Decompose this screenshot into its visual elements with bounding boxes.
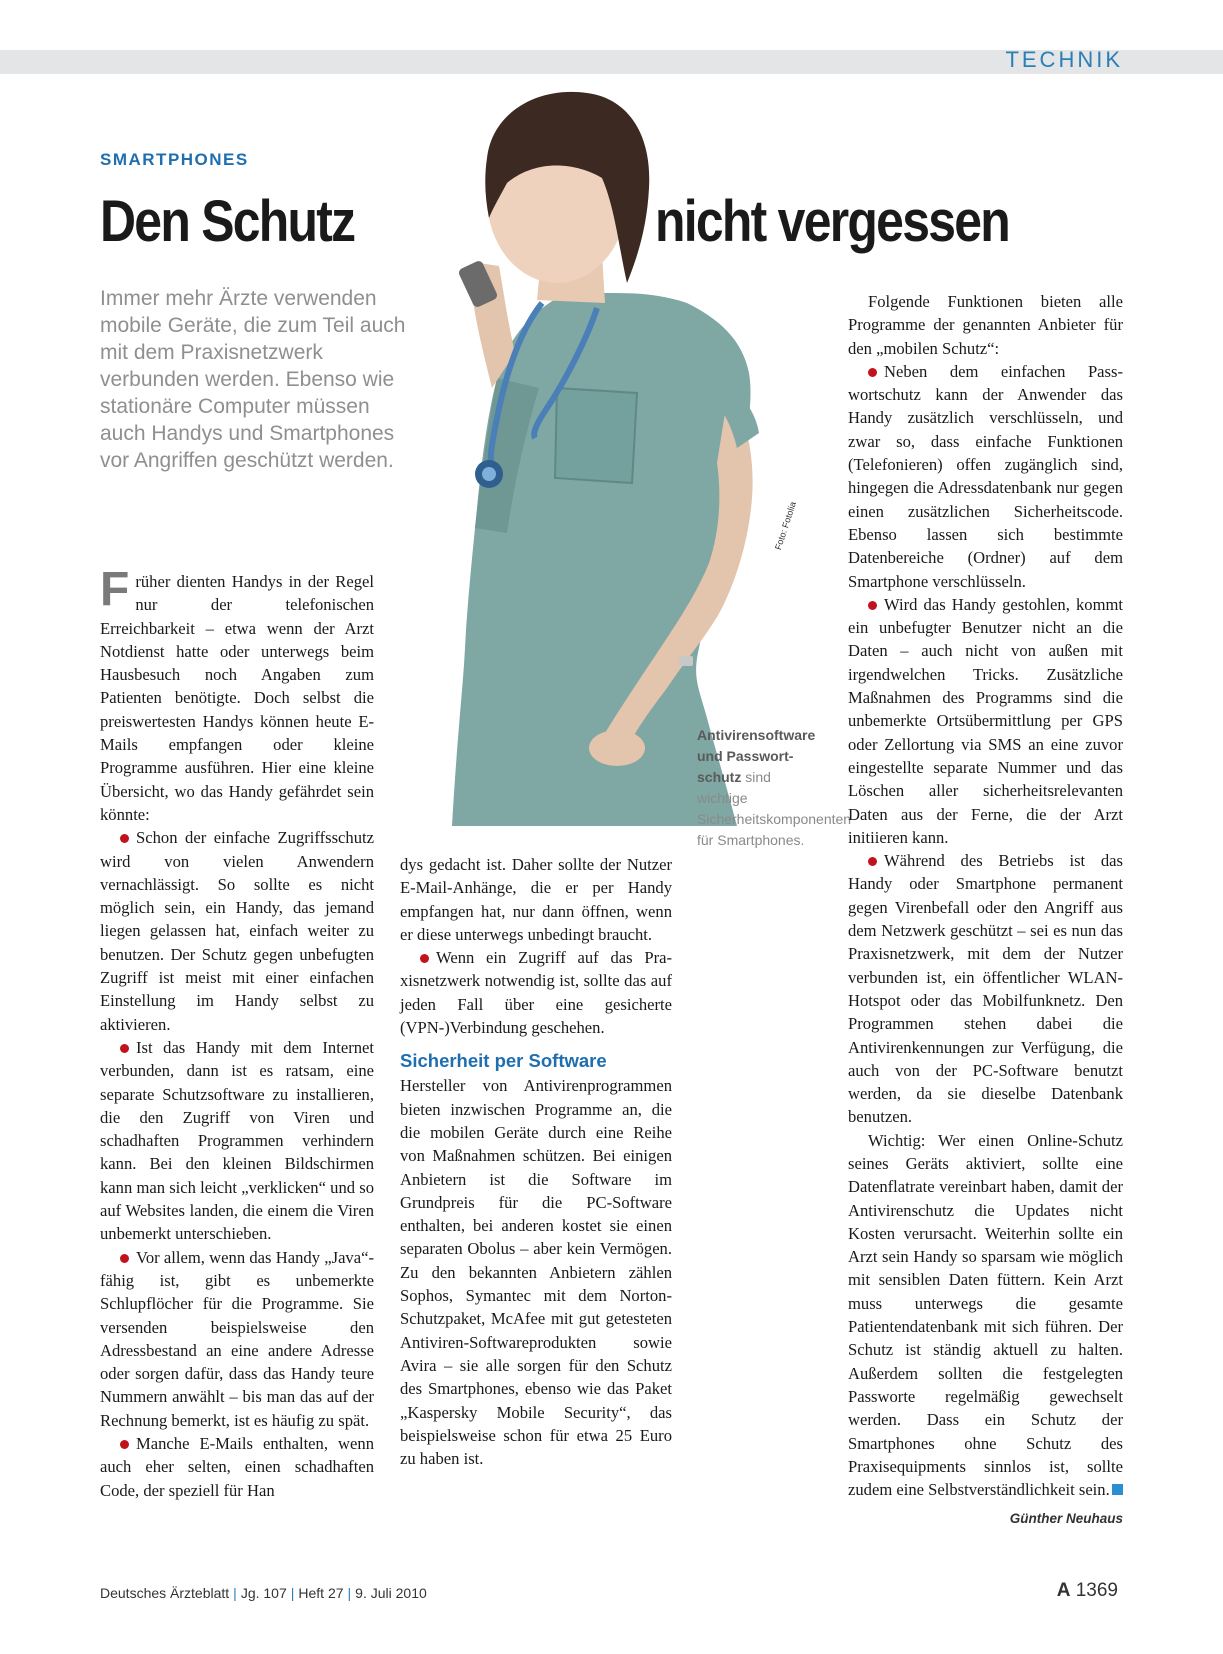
article-title-part2: nicht vergessen [655, 189, 1010, 254]
caption-bold: Antivirensoftware und Passwortschutz [697, 727, 816, 785]
article-author: Günther Neuhaus [1009, 1511, 1123, 1527]
doctor-photo [437, 88, 812, 826]
journal-issue: Heft 27 [298, 1585, 344, 1601]
column-1 [100, 563, 374, 1502]
journal-date: 9. Juli 2010 [355, 1585, 427, 1601]
end-mark-icon [1112, 1484, 1123, 1495]
col3-bullet-2: Wird das Handy gestohlen, kommt ein unbefugter Benutzer nicht an die Daten – auch nicht von außen mit irgendwelchen Tricks. Zusätzliche Maßnahmen des Programms sind die unbemerkte Ortsübermittlung per GPS oder Zellortung via SMS an eine zuvor eingestellte separate Nummer und das Löschen aller sicherheitsrelevanten Daten aus der Ferne, die der Arzt initiieren kann. [848, 594, 1123, 847]
photo-credit: Foto: Fotolia [773, 500, 798, 552]
article-kicker: SMARTPHONES [100, 150, 249, 169]
footer-citation [100, 1585, 427, 1601]
bullet-icon [120, 1254, 129, 1263]
journal-volume: Jg. 107 [240, 1585, 287, 1601]
bullet-icon [868, 368, 877, 377]
section-label: TECHNIK [1005, 47, 1123, 72]
col3-bullet-3: Während des Betriebs ist das Handy oder Smartphone permanent gegen Virenbefall oder den Angriff aus dem Netzwerk geschützt – sei es nun das Praxisnetzwerk, mit dem der Nutzer verbunden ist, ein öffentlicher WLAN-Hotspot oder das Mobilfunknetz. Den Programmen stehen dabei die Antivirenkennungen zur Verfügung, die auch von der PC-Software benutzt werden, da sie dieselbe Datenbank benutzen. [848, 851, 1123, 1127]
dropcap: F [100, 563, 130, 616]
bullet-icon [420, 954, 429, 963]
photo-caption [697, 725, 852, 851]
caption-text: sind wichtige Sicherheitskomponenten für Smartphones. [697, 769, 852, 848]
page-prefix: A [1056, 1580, 1071, 1601]
column-2 [400, 853, 672, 1470]
col3-paragraph: Wichtig: Wer einen Online-Schutz seines Geräts aktiviert, sollte eine Datenflatrate vereinbart haben, damit der Antivirenschutz die Updates nicht Kosten verursacht. Weiterhin sollte ein Arzt sein Handy so sparsam wie möglich mit sensiblen Daten füttern. Kein Arzt muss unterwegs die gesamte Patientendatenbank mit sich führen. Der Schutz ist ständig aktuell zu halten. Außerdem sollten die festgelegten Passworte regelmäßig gewechselt werden. Dass ein Schutz der Smartphones ohne Schutz des Praxisequipments sinnlos ist, sollte zudem eine Selbstverständlichkeit sein. [848, 1130, 1123, 1500]
separator: | [347, 1585, 352, 1601]
col1-bullet-2: Ist das Handy mit dem Internet verbunden, dann ist es ratsam, eine separate Schutzsoftware zu installieren, die den Zugriff von Viren und schadhaften Programmen verhindern kann. Bei den kleinen Bildschirmen kann man sich leicht „verklicken“ und so auf Websites landen, die einem die Viren unbemerkt unterschieben. [100, 1037, 374, 1244]
col1-bullet-4: Manche E-Mails enthalten, wenn auch eher selten, einen schadhaften Code, der speziell für Han [100, 1433, 374, 1500]
col2-bullet-1: Wenn ein Zugriff auf das Praxisnetzwerk notwendig ist, sollte das auf jeden Fall über eine gesicherte (VPN-)Verbindung geschehen. [400, 948, 672, 1038]
column-3 [848, 290, 1123, 1531]
separator: | [290, 1585, 295, 1601]
col3-intro: Folgende Funktionen bieten alle Programme der genannten Anbieter für den „mobilen Schutz“: [848, 292, 1123, 358]
col1-bullet-1: Schon der einfache Zugriffsschutz wird von vielen Anwendern vernachlässigt. So sollte es nicht möglich sein, ein Handy, das jemand liegen gelassen hat, einfach weiter zu benutzen. Der Schutz gegen unbefugten Zugriff ist meist mit einer einfachen Einstellung im Handy selbst zu aktivieren. [100, 828, 374, 1034]
col1-bullet-3: Vor allem, wenn das Handy „Java“-fähig ist, gibt es unbemerkte Schlupflöcher für die Programme. Sie versenden beispielsweise den Adressbestand an eine andere Adresse oder sorgen dafür, dass das Handy teure Nummern anwählt – bis man das auf der Rechnung bemerkt, ist es häufig zu spät. [100, 1247, 374, 1430]
col2-paragraph: Hersteller von Antivirenprogrammen bieten inzwischen Programme an, die die mobilen Geräte durch eine Reihe von Maßnahmen schützen. Bei einigen Anbietern ist die Software im Grundpreis für die PC-Software enthalten, bei anderen kostet sie einen separaten Obolus – aber kein Vermögen. Zu den bekannten Anbietern zählen Sophos, Symantec mit dem Norton-Schutzpaket, McAfee mit gut getesteten Antiviren-Softwareprodukten sowie Avira – sie alle sorgen für den Schutz des Smartphones, ebenso wie das Paket „Kaspersky Mobile Security“, das beispielsweise schon für etwa 25 Euro zu haben ist. [400, 1076, 672, 1469]
bullet-icon [120, 1440, 129, 1449]
article-lead: Immer mehr Ärzte verwenden mobile Geräte, die zum Teil auch mit dem Praxisnetzwerk verbunden werden. Ebenso wie stationäre Computer müssen auch Handys und Smartphones vor Angriffen geschützt werden. [100, 287, 406, 472]
page-number-value: 1369 [1075, 1580, 1118, 1601]
separator: | [233, 1585, 237, 1601]
page-number [1057, 1580, 1118, 1602]
bullet-icon [868, 601, 877, 610]
bullet-icon [120, 834, 129, 843]
journal-name: Deutsches Ärzteblatt [100, 1585, 230, 1601]
bullet-icon [868, 857, 877, 866]
article-title-part1: Den Schutz [100, 189, 355, 254]
col1-intro: rüher dienten Handys in der Regel nur der telefonischen Erreichbarkeit – etwa wenn der Arzt Notdienst hatte oder unterwegs beim Hausbesuch noch Angaben zum Patienten benötigte. Doch selbst die preiswertesten Handys können heute E-Mails empfangen oder kleine Programme ausführen. Hier eine kleine Übersicht, wo das Handy gefährdet sein könnte: [100, 572, 374, 824]
col3-bullet-1: Neben dem einfachen Passwortschutz kann der Anwender das Handy zusätzlich verschlüsseln, und zwar so, dass einfache Funktionen (Telefonieren) offen zugänglich sind, hingegen die Adressdatenbank nur gegen einen zusätzlichen Sicherheitscode. Ebenso lassen sich bestimmte Datenbereiche (Ordner) auf dem Smartphone verschlüsseln. [848, 361, 1123, 591]
col2-continuation: dys gedacht ist. Daher sollte der Nutzer E-Mail-Anhänge, die er per Handy empfangen hat, nur dann öffnen, wenn er diese unterwegs unbedingt braucht. [400, 855, 672, 944]
bullet-icon [120, 1044, 129, 1053]
section-subheading: Sicherheit per Software [400, 1050, 607, 1072]
